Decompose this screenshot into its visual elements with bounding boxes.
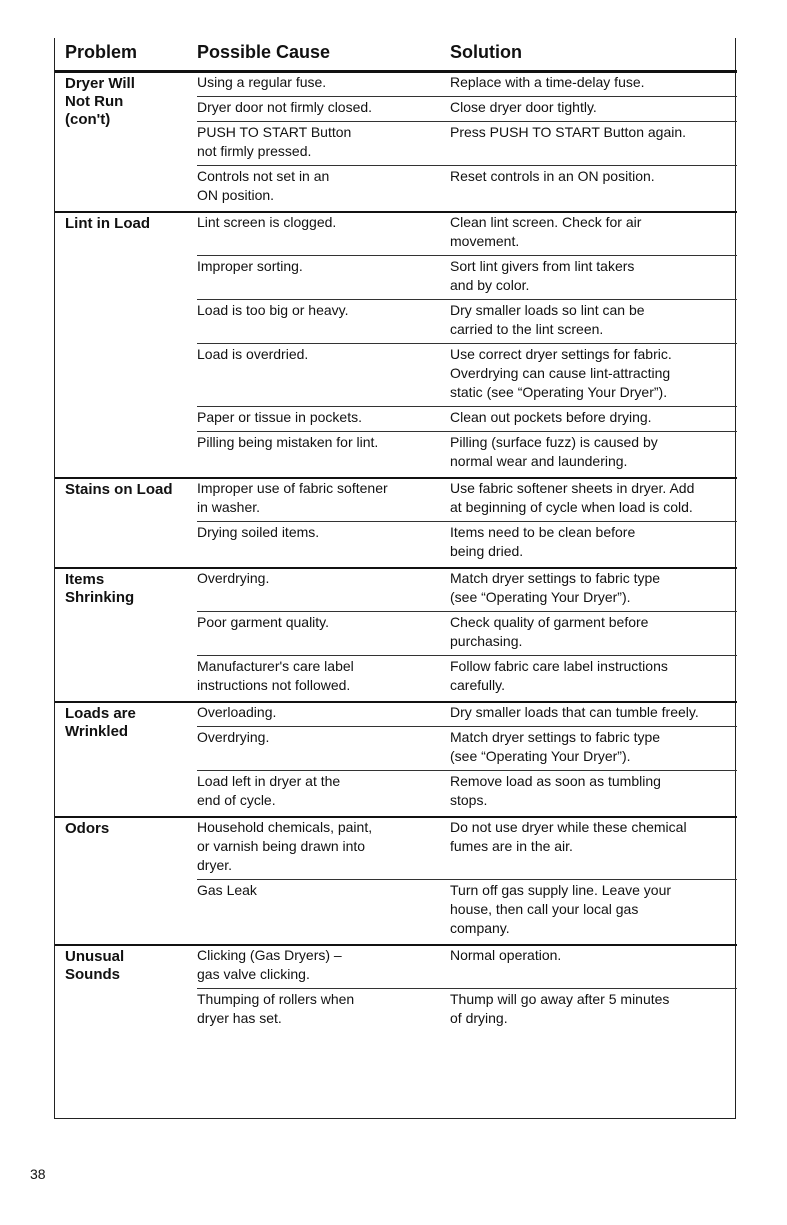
table-row — [55, 881, 735, 944]
row-divider — [197, 121, 737, 122]
table-row — [55, 569, 735, 613]
row-divider — [197, 431, 737, 432]
problem-title: Items Shrinking — [65, 571, 135, 606]
table-row — [55, 433, 735, 477]
solution: Use fabric softener sheets in dryer. Add at beginning of cycle when load is cold. — [450, 480, 695, 515]
possible-cause: Controls not set in an ON position. — [197, 168, 330, 203]
possible-cause: Household chemicals, paint, or varnish being drawn into dryer. — [197, 819, 373, 873]
problem-group — [55, 946, 735, 1034]
table-row — [55, 213, 735, 257]
solution: Reset controls in an ON position. — [450, 168, 655, 184]
row-divider — [197, 611, 737, 612]
table-row — [55, 98, 735, 123]
table-row — [55, 523, 735, 567]
row-divider — [197, 726, 737, 727]
solution: Check quality of garment before purchasing. — [450, 614, 649, 649]
possible-cause: Overloading. — [197, 704, 277, 720]
page-number: 38 — [30, 1166, 46, 1182]
problem-group — [55, 569, 735, 701]
solution: Replace with a time-delay fuse. — [450, 74, 645, 90]
possible-cause: Manufacturer's care label instructions not followed. — [197, 658, 354, 693]
solution: Pilling (surface fuzz) is caused by normal wear and laundering. — [450, 434, 658, 469]
row-divider — [197, 521, 737, 522]
row-divider — [197, 655, 737, 656]
possible-cause: Improper sorting. — [197, 258, 303, 274]
problem-title: Loads are Wrinkled — [65, 705, 136, 740]
solution: Match dryer settings to fabric type (see “Operating Your Dryer”). — [450, 729, 661, 764]
row-divider — [197, 165, 737, 166]
table-row — [55, 73, 735, 98]
possible-cause: Overdrying. — [197, 570, 270, 586]
problem-title: Lint in Load — [65, 215, 150, 232]
possible-cause: Using a regular fuse. — [197, 74, 327, 90]
possible-cause: Load is overdried. — [197, 346, 309, 362]
row-divider — [197, 406, 737, 407]
solution: Match dryer settings to fabric type (see “Operating Your Dryer”). — [450, 570, 661, 605]
possible-cause: Load is too big or heavy. — [197, 302, 349, 318]
solution: Dry smaller loads that can tumble freely. — [450, 704, 699, 720]
problem-group — [55, 703, 735, 816]
header-solution: Solution — [450, 42, 522, 62]
row-divider — [197, 879, 737, 880]
possible-cause: Load left in dryer at the end of cycle. — [197, 773, 341, 808]
solution: Do not use dryer while these chemical fumes are in the air. — [450, 819, 687, 854]
possible-cause: Pilling being mistaken for lint. — [197, 434, 379, 450]
row-divider — [197, 343, 737, 344]
problem-title: Dryer Will Not Run (con't) — [65, 75, 135, 128]
row-divider — [197, 770, 737, 771]
table-row — [55, 123, 735, 167]
row-divider — [197, 988, 737, 989]
possible-cause: PUSH TO START Button not firmly pressed. — [197, 124, 352, 159]
solution: Close dryer door tightly. — [450, 99, 597, 115]
solution: Press PUSH TO START Button again. — [450, 124, 687, 140]
possible-cause: Improper use of fabric softener in washer. — [197, 480, 388, 515]
problem-title: Stains on Load — [65, 481, 173, 498]
problem-group — [55, 479, 735, 567]
row-divider — [197, 255, 737, 256]
possible-cause: Clicking (Gas Dryers) – gas valve clicking. — [197, 947, 342, 982]
table-row — [55, 657, 735, 701]
solution: Turn off gas supply line. Leave your house, then call your local gas company. — [450, 882, 672, 936]
possible-cause: Paper or tissue in pockets. — [197, 409, 362, 425]
table-row — [55, 301, 735, 345]
row-divider — [197, 96, 737, 97]
row-divider — [197, 299, 737, 300]
problem-group — [55, 818, 735, 944]
table-header — [55, 38, 735, 70]
table-row — [55, 345, 735, 408]
solution: Normal operation. — [450, 947, 562, 963]
table-row — [55, 257, 735, 301]
table-row — [55, 703, 735, 728]
header-problem: Problem — [65, 42, 138, 62]
possible-cause: Thumping of rollers when dryer has set. — [197, 991, 355, 1026]
table-row — [55, 818, 735, 881]
table-row — [55, 408, 735, 433]
header-possible-cause: Possible Cause — [197, 42, 331, 62]
problem-title: Odors — [65, 820, 110, 837]
possible-cause: Drying soiled items. — [197, 524, 320, 540]
solution: Use correct dryer settings for fabric. Overdrying can cause lint-attracting static (see “Operating Your Dryer”). — [450, 346, 672, 400]
solution: Remove load as soon as tumbling stops. — [450, 773, 661, 808]
table-row — [55, 946, 735, 990]
solution: Dry smaller loads so lint can be carried to the lint screen. — [450, 302, 645, 337]
possible-cause: Poor garment quality. — [197, 614, 330, 630]
possible-cause: Overdrying. — [197, 729, 270, 745]
problem-title: Unusual Sounds — [65, 948, 125, 983]
table-row — [55, 167, 735, 211]
table-row — [55, 728, 735, 772]
problem-group — [55, 213, 735, 477]
solution: Sort lint givers from lint takers and by color. — [450, 258, 635, 293]
possible-cause: Dryer door not firmly closed. — [197, 99, 373, 115]
solution: Clean out pockets before drying. — [450, 409, 652, 425]
troubleshooting-table — [54, 38, 736, 1119]
solution: Items need to be clean before being dried. — [450, 524, 636, 559]
table-row — [55, 772, 735, 816]
solution: Thump will go away after 5 minutes of drying. — [450, 991, 670, 1026]
solution: Follow fabric care label instructions carefully. — [450, 658, 668, 693]
problem-group — [55, 73, 735, 211]
possible-cause: Gas Leak — [197, 882, 257, 898]
table-row — [55, 479, 735, 523]
solution: Clean lint screen. Check for air movement. — [450, 214, 642, 249]
table-row — [55, 613, 735, 657]
possible-cause: Lint screen is clogged. — [197, 214, 337, 230]
table-row — [55, 990, 735, 1034]
